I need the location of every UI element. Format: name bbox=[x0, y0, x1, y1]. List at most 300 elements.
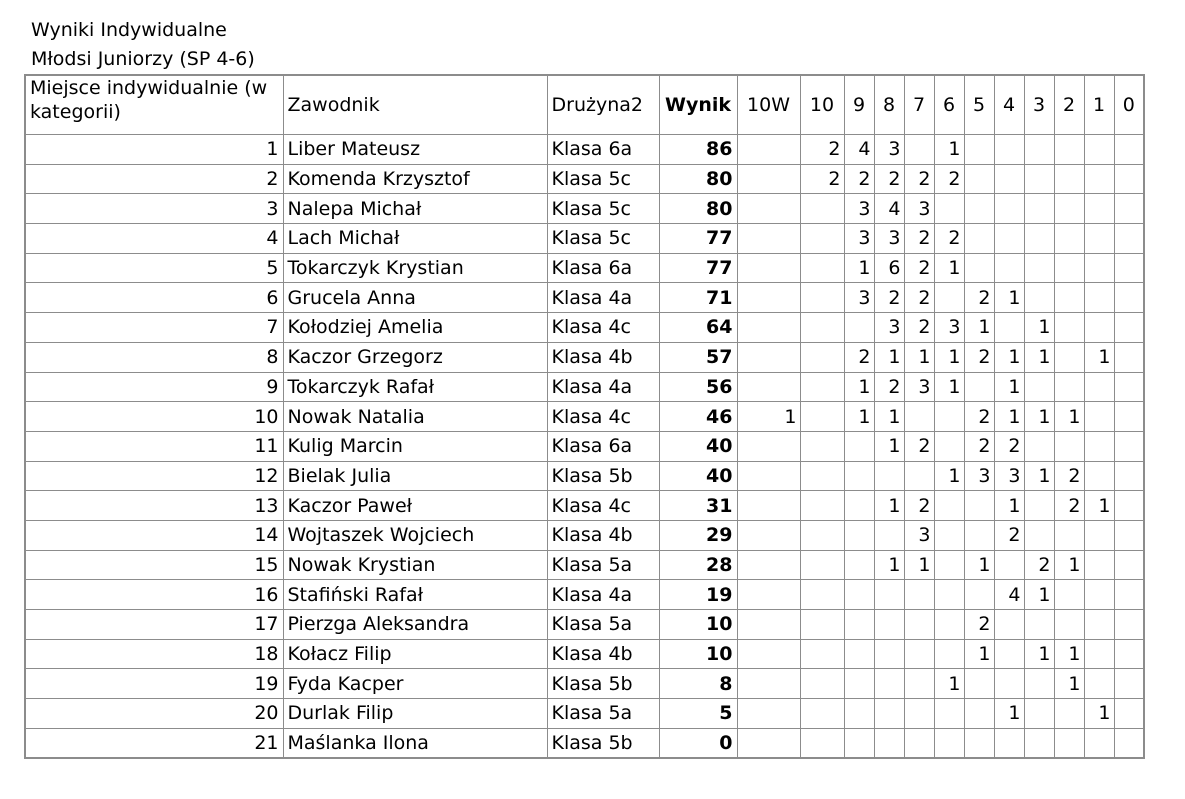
count-cell-9 bbox=[844, 699, 874, 729]
count-cell-8: 3 bbox=[874, 135, 904, 165]
count-cell-1 bbox=[1084, 461, 1114, 491]
count-cell-9 bbox=[844, 580, 874, 610]
count-cell-9 bbox=[844, 313, 874, 343]
team-cell: Klasa 5a bbox=[547, 699, 659, 729]
count-cell-1: 1 bbox=[1084, 342, 1114, 372]
count-cell-5 bbox=[964, 164, 994, 194]
count-cell-8 bbox=[874, 520, 904, 550]
column-header-name: Zawodnik bbox=[283, 75, 547, 135]
count-cell-0 bbox=[1114, 283, 1144, 313]
count-cell-6: 1 bbox=[934, 372, 964, 402]
table-row bbox=[25, 372, 1144, 402]
count-cell-6 bbox=[934, 491, 964, 521]
count-cell-1 bbox=[1084, 402, 1114, 432]
count-cell-0 bbox=[1114, 194, 1144, 224]
count-cell-6 bbox=[934, 728, 964, 758]
place-cell: 21 bbox=[25, 728, 283, 758]
table-row bbox=[25, 313, 1144, 343]
count-cell-5: 2 bbox=[964, 402, 994, 432]
table-row bbox=[25, 194, 1144, 224]
count-cell-10w bbox=[737, 164, 800, 194]
place-cell: 8 bbox=[25, 342, 283, 372]
count-cell-8 bbox=[874, 580, 904, 610]
count-cell-10 bbox=[800, 283, 844, 313]
count-cell-0 bbox=[1114, 342, 1144, 372]
count-cell-10w bbox=[737, 342, 800, 372]
place-cell: 10 bbox=[25, 402, 283, 432]
count-cell-10w bbox=[737, 491, 800, 521]
count-cell-5 bbox=[964, 728, 994, 758]
count-cell-10 bbox=[800, 669, 844, 699]
team-cell: Klasa 5b bbox=[547, 461, 659, 491]
count-cell-9: 1 bbox=[844, 372, 874, 402]
count-cell-3 bbox=[1024, 728, 1054, 758]
team-cell: Klasa 6a bbox=[547, 253, 659, 283]
count-cell-5 bbox=[964, 580, 994, 610]
count-cell-5 bbox=[964, 372, 994, 402]
count-cell-3: 1 bbox=[1024, 580, 1054, 610]
column-header-count-6: 6 bbox=[934, 75, 964, 135]
count-cell-10 bbox=[800, 342, 844, 372]
count-cell-1 bbox=[1084, 224, 1114, 254]
table-row bbox=[25, 253, 1144, 283]
count-cell-1 bbox=[1084, 253, 1114, 283]
place-cell: 16 bbox=[25, 580, 283, 610]
count-cell-7 bbox=[904, 135, 934, 165]
count-cell-6 bbox=[934, 639, 964, 669]
count-cell-7 bbox=[904, 461, 934, 491]
column-header-count-8: 8 bbox=[874, 75, 904, 135]
count-cell-7: 2 bbox=[904, 164, 934, 194]
count-cell-3: 1 bbox=[1024, 639, 1054, 669]
count-cell-1 bbox=[1084, 639, 1114, 669]
team-cell: Klasa 6a bbox=[547, 431, 659, 461]
place-cell: 5 bbox=[25, 253, 283, 283]
count-cell-7: 3 bbox=[904, 520, 934, 550]
place-cell: 7 bbox=[25, 313, 283, 343]
count-cell-3 bbox=[1024, 194, 1054, 224]
count-cell-10 bbox=[800, 402, 844, 432]
count-cell-1 bbox=[1084, 372, 1114, 402]
count-cell-2 bbox=[1054, 164, 1084, 194]
count-cell-10: 2 bbox=[800, 135, 844, 165]
column-header-count-4: 4 bbox=[994, 75, 1024, 135]
count-cell-10 bbox=[800, 431, 844, 461]
column-header-count-1: 1 bbox=[1084, 75, 1114, 135]
count-cell-4 bbox=[994, 610, 1024, 640]
count-cell-5: 2 bbox=[964, 610, 994, 640]
team-cell: Klasa 4c bbox=[547, 313, 659, 343]
count-cell-0 bbox=[1114, 461, 1144, 491]
count-cell-6: 2 bbox=[934, 224, 964, 254]
column-header-count-10w: 10W bbox=[737, 75, 800, 135]
place-cell: 17 bbox=[25, 610, 283, 640]
count-cell-10 bbox=[800, 224, 844, 254]
count-cell-9: 1 bbox=[844, 402, 874, 432]
count-cell-2 bbox=[1054, 194, 1084, 224]
name-cell: Pierzga Aleksandra bbox=[283, 610, 547, 640]
score-cell: 64 bbox=[659, 313, 737, 343]
count-cell-9 bbox=[844, 669, 874, 699]
count-cell-9: 2 bbox=[844, 164, 874, 194]
column-header-count-3: 3 bbox=[1024, 75, 1054, 135]
count-cell-8: 1 bbox=[874, 550, 904, 580]
team-cell: Klasa 5c bbox=[547, 224, 659, 254]
count-cell-4: 1 bbox=[994, 342, 1024, 372]
count-cell-3 bbox=[1024, 253, 1054, 283]
count-cell-2 bbox=[1054, 520, 1084, 550]
table-row bbox=[25, 342, 1144, 372]
column-header-count-7: 7 bbox=[904, 75, 934, 135]
count-cell-5: 2 bbox=[964, 283, 994, 313]
score-cell: 86 bbox=[659, 135, 737, 165]
table-row bbox=[25, 699, 1144, 729]
count-cell-7: 2 bbox=[904, 224, 934, 254]
count-cell-7 bbox=[904, 699, 934, 729]
score-cell: 71 bbox=[659, 283, 737, 313]
score-cell: 10 bbox=[659, 639, 737, 669]
table-row bbox=[25, 283, 1144, 313]
count-cell-6: 1 bbox=[934, 461, 964, 491]
count-cell-10w bbox=[737, 461, 800, 491]
count-cell-1 bbox=[1084, 194, 1114, 224]
column-header-count-5: 5 bbox=[964, 75, 994, 135]
count-cell-8: 1 bbox=[874, 402, 904, 432]
count-cell-6 bbox=[934, 194, 964, 224]
count-cell-10 bbox=[800, 610, 844, 640]
count-cell-4: 3 bbox=[994, 461, 1024, 491]
count-cell-2 bbox=[1054, 699, 1084, 729]
count-cell-1 bbox=[1084, 669, 1114, 699]
score-cell: 19 bbox=[659, 580, 737, 610]
count-cell-5: 3 bbox=[964, 461, 994, 491]
score-cell: 46 bbox=[659, 402, 737, 432]
score-cell: 8 bbox=[659, 669, 737, 699]
place-cell: 14 bbox=[25, 520, 283, 550]
count-cell-9: 2 bbox=[844, 342, 874, 372]
score-cell: 77 bbox=[659, 253, 737, 283]
count-cell-1 bbox=[1084, 164, 1114, 194]
place-cell: 13 bbox=[25, 491, 283, 521]
count-cell-8: 1 bbox=[874, 491, 904, 521]
count-cell-4: 1 bbox=[994, 283, 1024, 313]
count-cell-10 bbox=[800, 728, 844, 758]
count-cell-10w bbox=[737, 431, 800, 461]
count-cell-9 bbox=[844, 461, 874, 491]
count-cell-10: 2 bbox=[800, 164, 844, 194]
name-cell: Bielak Julia bbox=[283, 461, 547, 491]
count-cell-5 bbox=[964, 669, 994, 699]
table-row bbox=[25, 164, 1144, 194]
team-cell: Klasa 4b bbox=[547, 639, 659, 669]
count-cell-10 bbox=[800, 520, 844, 550]
count-cell-7: 2 bbox=[904, 313, 934, 343]
count-cell-3 bbox=[1024, 699, 1054, 729]
table-row bbox=[25, 728, 1144, 758]
score-cell: 5 bbox=[659, 699, 737, 729]
count-cell-10 bbox=[800, 194, 844, 224]
count-cell-4 bbox=[994, 253, 1024, 283]
table-row bbox=[25, 135, 1144, 165]
count-cell-5: 2 bbox=[964, 431, 994, 461]
place-cell: 18 bbox=[25, 639, 283, 669]
score-cell: 80 bbox=[659, 194, 737, 224]
column-header-count-0: 0 bbox=[1114, 75, 1144, 135]
count-cell-10 bbox=[800, 550, 844, 580]
count-cell-10 bbox=[800, 580, 844, 610]
count-cell-1 bbox=[1084, 283, 1114, 313]
team-cell: Klasa 5c bbox=[547, 194, 659, 224]
count-cell-0 bbox=[1114, 669, 1144, 699]
team-cell: Klasa 6a bbox=[547, 135, 659, 165]
count-cell-10w bbox=[737, 224, 800, 254]
count-cell-5 bbox=[964, 253, 994, 283]
count-cell-1: 1 bbox=[1084, 491, 1114, 521]
count-cell-4 bbox=[994, 313, 1024, 343]
count-cell-8: 2 bbox=[874, 164, 904, 194]
count-cell-9: 4 bbox=[844, 135, 874, 165]
count-cell-10w: 1 bbox=[737, 402, 800, 432]
count-cell-10 bbox=[800, 461, 844, 491]
count-cell-7 bbox=[904, 728, 934, 758]
count-cell-7: 3 bbox=[904, 194, 934, 224]
count-cell-6 bbox=[934, 431, 964, 461]
table-row bbox=[25, 520, 1144, 550]
count-cell-5: 1 bbox=[964, 550, 994, 580]
count-cell-3 bbox=[1024, 610, 1054, 640]
count-cell-4 bbox=[994, 224, 1024, 254]
count-cell-3 bbox=[1024, 283, 1054, 313]
count-cell-4 bbox=[994, 669, 1024, 699]
score-cell: 40 bbox=[659, 431, 737, 461]
team-cell: Klasa 5c bbox=[547, 164, 659, 194]
count-cell-5 bbox=[964, 699, 994, 729]
count-cell-0 bbox=[1114, 135, 1144, 165]
name-cell: Nalepa Michał bbox=[283, 194, 547, 224]
count-cell-2 bbox=[1054, 580, 1084, 610]
count-cell-3 bbox=[1024, 224, 1054, 254]
count-cell-6 bbox=[934, 550, 964, 580]
count-cell-6: 3 bbox=[934, 313, 964, 343]
count-cell-7: 1 bbox=[904, 550, 934, 580]
count-cell-0 bbox=[1114, 164, 1144, 194]
count-cell-8 bbox=[874, 699, 904, 729]
count-cell-3 bbox=[1024, 135, 1054, 165]
count-cell-2 bbox=[1054, 253, 1084, 283]
count-cell-8: 2 bbox=[874, 283, 904, 313]
score-cell: 56 bbox=[659, 372, 737, 402]
count-cell-6 bbox=[934, 580, 964, 610]
count-cell-5 bbox=[964, 135, 994, 165]
count-cell-1 bbox=[1084, 728, 1114, 758]
results-table bbox=[24, 74, 1145, 759]
count-cell-0 bbox=[1114, 372, 1144, 402]
table-row bbox=[25, 431, 1144, 461]
count-cell-4: 1 bbox=[994, 402, 1024, 432]
count-cell-0 bbox=[1114, 728, 1144, 758]
name-cell: Kołodziej Amelia bbox=[283, 313, 547, 343]
name-cell: Kaczor Paweł bbox=[283, 491, 547, 521]
count-cell-5: 2 bbox=[964, 342, 994, 372]
count-cell-7 bbox=[904, 639, 934, 669]
count-cell-6 bbox=[934, 520, 964, 550]
count-cell-9 bbox=[844, 610, 874, 640]
count-cell-7: 2 bbox=[904, 283, 934, 313]
count-cell-10w bbox=[737, 313, 800, 343]
name-cell: Stafiński Rafał bbox=[283, 580, 547, 610]
count-cell-4 bbox=[994, 550, 1024, 580]
page-subtitle: Młodsi Juniorzy (SP 4-6) bbox=[31, 48, 255, 70]
count-cell-7: 2 bbox=[904, 431, 934, 461]
count-cell-1: 1 bbox=[1084, 699, 1114, 729]
count-cell-2: 1 bbox=[1054, 639, 1084, 669]
count-cell-7: 3 bbox=[904, 372, 934, 402]
count-cell-3: 2 bbox=[1024, 550, 1054, 580]
count-cell-2: 1 bbox=[1054, 402, 1084, 432]
count-cell-0 bbox=[1114, 699, 1144, 729]
score-cell: 80 bbox=[659, 164, 737, 194]
column-header-count-2: 2 bbox=[1054, 75, 1084, 135]
count-cell-2 bbox=[1054, 342, 1084, 372]
count-cell-1 bbox=[1084, 580, 1114, 610]
count-cell-10 bbox=[800, 372, 844, 402]
score-cell: 10 bbox=[659, 610, 737, 640]
name-cell: Komenda Krzysztof bbox=[283, 164, 547, 194]
count-cell-10 bbox=[800, 313, 844, 343]
count-cell-9: 3 bbox=[844, 283, 874, 313]
count-cell-9 bbox=[844, 520, 874, 550]
count-cell-8 bbox=[874, 461, 904, 491]
count-cell-10w bbox=[737, 580, 800, 610]
count-cell-2: 1 bbox=[1054, 669, 1084, 699]
count-cell-7: 2 bbox=[904, 253, 934, 283]
table-row bbox=[25, 491, 1144, 521]
count-cell-8 bbox=[874, 639, 904, 669]
count-cell-9: 1 bbox=[844, 253, 874, 283]
count-cell-10w bbox=[737, 610, 800, 640]
count-cell-10w bbox=[737, 520, 800, 550]
count-cell-4: 1 bbox=[994, 372, 1024, 402]
page-title: Wyniki Indywidualne bbox=[31, 19, 227, 41]
score-cell: 77 bbox=[659, 224, 737, 254]
count-cell-4 bbox=[994, 194, 1024, 224]
place-cell: 9 bbox=[25, 372, 283, 402]
count-cell-6 bbox=[934, 283, 964, 313]
count-cell-10w bbox=[737, 699, 800, 729]
count-cell-7: 1 bbox=[904, 342, 934, 372]
count-cell-9 bbox=[844, 491, 874, 521]
count-cell-10w bbox=[737, 283, 800, 313]
count-cell-2 bbox=[1054, 224, 1084, 254]
count-cell-7 bbox=[904, 402, 934, 432]
count-cell-4 bbox=[994, 164, 1024, 194]
count-cell-10 bbox=[800, 491, 844, 521]
count-cell-2 bbox=[1054, 431, 1084, 461]
count-cell-9: 3 bbox=[844, 194, 874, 224]
team-cell: Klasa 4a bbox=[547, 372, 659, 402]
count-cell-2: 2 bbox=[1054, 461, 1084, 491]
team-cell: Klasa 4a bbox=[547, 283, 659, 313]
score-cell: 29 bbox=[659, 520, 737, 550]
count-cell-1 bbox=[1084, 135, 1114, 165]
name-cell: Tokarczyk Krystian bbox=[283, 253, 547, 283]
team-cell: Klasa 4c bbox=[547, 402, 659, 432]
team-cell: Klasa 5a bbox=[547, 610, 659, 640]
place-cell: 12 bbox=[25, 461, 283, 491]
count-cell-8: 2 bbox=[874, 372, 904, 402]
count-cell-0 bbox=[1114, 580, 1144, 610]
count-cell-2 bbox=[1054, 313, 1084, 343]
count-cell-3: 1 bbox=[1024, 402, 1054, 432]
score-cell: 57 bbox=[659, 342, 737, 372]
table-row bbox=[25, 580, 1144, 610]
results-body bbox=[25, 135, 1144, 759]
team-cell: Klasa 4b bbox=[547, 342, 659, 372]
count-cell-10w bbox=[737, 194, 800, 224]
name-cell: Nowak Krystian bbox=[283, 550, 547, 580]
count-cell-6: 1 bbox=[934, 342, 964, 372]
count-cell-6: 2 bbox=[934, 164, 964, 194]
count-cell-10 bbox=[800, 699, 844, 729]
header-row bbox=[25, 75, 1144, 135]
count-cell-6: 1 bbox=[934, 253, 964, 283]
count-cell-6 bbox=[934, 402, 964, 432]
team-cell: Klasa 5b bbox=[547, 728, 659, 758]
place-cell: 15 bbox=[25, 550, 283, 580]
name-cell: Durlak Filip bbox=[283, 699, 547, 729]
count-cell-9 bbox=[844, 431, 874, 461]
count-cell-4: 2 bbox=[994, 520, 1024, 550]
place-cell: 2 bbox=[25, 164, 283, 194]
count-cell-1 bbox=[1084, 520, 1114, 550]
score-cell: 28 bbox=[659, 550, 737, 580]
count-cell-9 bbox=[844, 728, 874, 758]
count-cell-3: 1 bbox=[1024, 461, 1054, 491]
count-cell-0 bbox=[1114, 610, 1144, 640]
team-cell: Klasa 4b bbox=[547, 520, 659, 550]
table-row bbox=[25, 402, 1144, 432]
count-cell-5 bbox=[964, 194, 994, 224]
count-cell-8: 3 bbox=[874, 224, 904, 254]
count-cell-2: 2 bbox=[1054, 491, 1084, 521]
count-cell-10w bbox=[737, 728, 800, 758]
count-cell-8 bbox=[874, 610, 904, 640]
count-cell-10w bbox=[737, 669, 800, 699]
count-cell-6: 1 bbox=[934, 135, 964, 165]
count-cell-7 bbox=[904, 669, 934, 699]
count-cell-0 bbox=[1114, 520, 1144, 550]
table-row bbox=[25, 610, 1144, 640]
name-cell: Maślanka Ilona bbox=[283, 728, 547, 758]
count-cell-8 bbox=[874, 728, 904, 758]
team-cell: Klasa 4a bbox=[547, 580, 659, 610]
count-cell-8: 4 bbox=[874, 194, 904, 224]
count-cell-10 bbox=[800, 639, 844, 669]
count-cell-9 bbox=[844, 550, 874, 580]
count-cell-0 bbox=[1114, 639, 1144, 669]
count-cell-1 bbox=[1084, 313, 1114, 343]
place-cell: 6 bbox=[25, 283, 283, 313]
count-cell-10w bbox=[737, 550, 800, 580]
count-cell-5: 1 bbox=[964, 313, 994, 343]
count-cell-1 bbox=[1084, 431, 1114, 461]
name-cell: Kaczor Grzegorz bbox=[283, 342, 547, 372]
count-cell-10w bbox=[737, 135, 800, 165]
count-cell-9 bbox=[844, 639, 874, 669]
count-cell-6 bbox=[934, 610, 964, 640]
column-header-count-10: 10 bbox=[800, 75, 844, 135]
score-cell: 31 bbox=[659, 491, 737, 521]
